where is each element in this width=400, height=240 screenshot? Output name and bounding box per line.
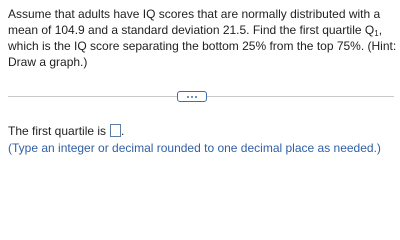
question-line-2-comma: , — [378, 23, 383, 37]
question-line-3: which is the IQ score separating the bottom 25% from the top 75%. (Hint: — [8, 39, 397, 53]
question-text — [8, 6, 396, 70]
answer-input[interactable] — [110, 124, 121, 137]
answer-period: . — [121, 123, 125, 138]
more-dots-icon — [195, 96, 197, 98]
question-line-2-text: mean of 104.9 and a standard deviation 21.5. Find the first quartile Q — [8, 23, 375, 37]
answer-prompt: The first quartile is — [8, 123, 107, 138]
answer-section — [8, 122, 381, 156]
question-line-1: Assume that adults have IQ scores that are normally distributed with a — [8, 7, 381, 21]
more-dots-icon — [191, 96, 193, 98]
question-line-4: Draw a graph.) — [8, 55, 88, 69]
expand-more-button[interactable] — [177, 91, 207, 102]
more-dots-icon — [187, 96, 189, 98]
answer-line — [8, 122, 381, 139]
question-line-2 — [8, 22, 396, 38]
answer-instruction: (Type an integer or decimal rounded to one decimal place as needed.) — [8, 141, 381, 155]
quartile-subscript: 1 — [374, 29, 379, 38]
